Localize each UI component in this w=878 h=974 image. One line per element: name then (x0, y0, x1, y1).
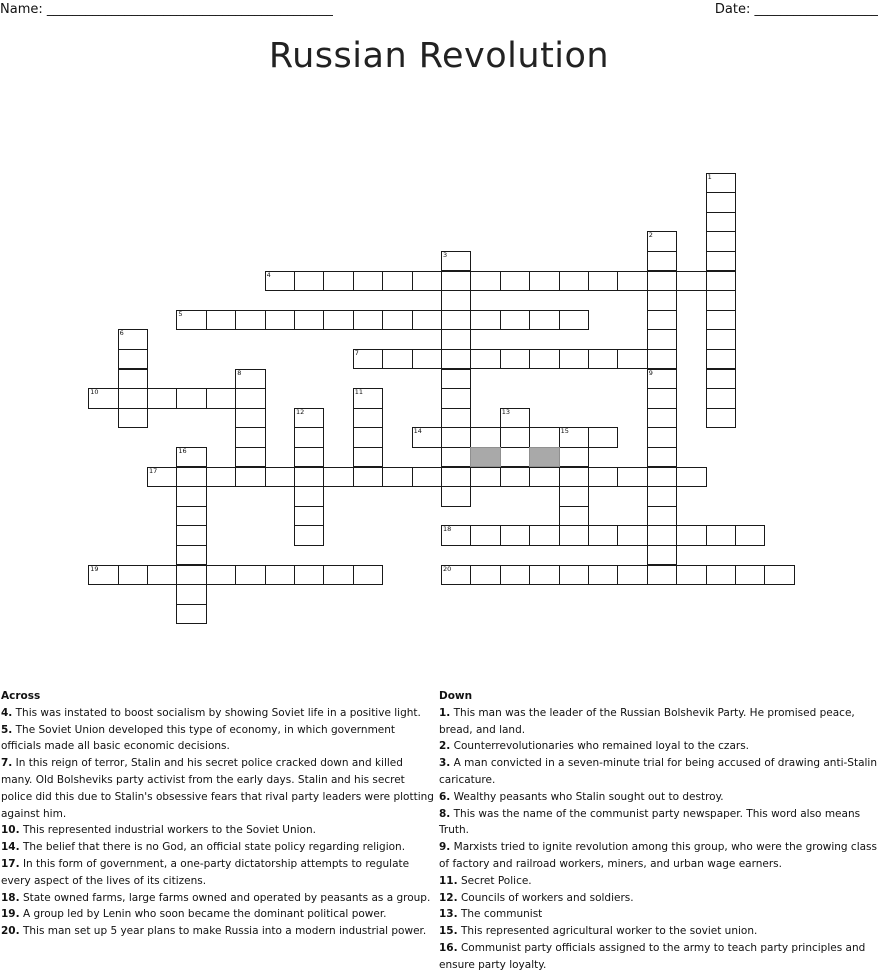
down-clue (439, 806, 877, 840)
grid-cell[interactable] (706, 271, 736, 292)
grid-cell[interactable] (559, 565, 589, 586)
clue-text: Wealthy peasants who Stalin sought out to destroy. (454, 791, 724, 803)
grid-cell[interactable] (176, 545, 206, 566)
grid-cell[interactable] (559, 447, 589, 468)
clue-text: In this form of government, a one-party dictatorship attempts to regulate every aspect of the lives of its citizens. (1, 858, 409, 887)
grid-cell[interactable] (529, 565, 559, 586)
clue-text: In this reign of terror, Stalin and his secret police cracked down and killed many. Old Bolsheviks party activist from the early days. Stalin and his secret police did this due to Stalin's obsessive fears that rival party leaders were plotting against him. (1, 757, 434, 819)
grid-cell[interactable] (617, 271, 647, 292)
grid-cell[interactable] (441, 525, 471, 546)
cell-number: 17 (149, 468, 157, 475)
grid-cell[interactable] (176, 525, 206, 546)
clue-number: 16. (439, 942, 458, 954)
clue-text: Councils of workers and soldiers. (461, 892, 634, 904)
down-clue (439, 940, 877, 974)
grid-cell[interactable] (441, 486, 471, 507)
grid-cell[interactable] (559, 310, 589, 331)
cell-number: 11 (355, 389, 363, 396)
grid-cell[interactable] (206, 467, 236, 488)
across-clue (1, 822, 437, 839)
grid-cell[interactable] (176, 388, 206, 409)
grid-cell[interactable] (294, 447, 324, 468)
cell-number: 16 (178, 448, 186, 455)
grid-cell[interactable] (617, 349, 647, 370)
grid-cell[interactable] (588, 427, 618, 448)
grid-cell[interactable] (147, 388, 177, 409)
grid-cell[interactable] (706, 408, 736, 429)
cell-number: 7 (355, 350, 359, 357)
grid-cell[interactable] (529, 525, 559, 546)
grid-cell[interactable] (441, 565, 471, 586)
grid-cell[interactable] (617, 565, 647, 586)
grid-cell[interactable] (529, 271, 559, 292)
grid-cell[interactable] (617, 525, 647, 546)
grid-cell[interactable] (676, 565, 706, 586)
grid-cell[interactable] (353, 349, 383, 370)
grid-cell[interactable] (500, 525, 530, 546)
grid-cell[interactable] (265, 565, 295, 586)
grid-cell[interactable] (294, 486, 324, 507)
clue-text: Communist party officials assigned to the army to teach party principles and ensure party loyalty. (439, 942, 865, 971)
clue-text: This represented agricultural worker to the soviet union. (461, 925, 757, 937)
grid-cell[interactable] (647, 486, 677, 507)
grid-cell[interactable] (647, 545, 677, 566)
grid-cell[interactable] (706, 290, 736, 311)
clue-text: The belief that there is no God, an official state policy regarding religion. (23, 841, 405, 853)
grid-cell[interactable] (441, 271, 471, 292)
clue-number: 4. (1, 707, 12, 719)
grid-cell[interactable] (559, 467, 589, 488)
grid-cell[interactable] (588, 349, 618, 370)
clue-number: 18. (1, 892, 20, 904)
cell-number: 9 (649, 370, 653, 377)
date-label: Date: (715, 2, 750, 17)
grid-cell[interactable] (265, 271, 295, 292)
grid-cell[interactable] (588, 467, 618, 488)
cell-number: 10 (90, 389, 98, 396)
date-line: ___________________ (755, 2, 878, 17)
grid-cell[interactable] (706, 525, 736, 546)
grid-cell[interactable] (441, 447, 471, 468)
cell-number: 5 (178, 311, 182, 318)
grid-cell[interactable] (647, 565, 677, 586)
grid-cell[interactable] (294, 467, 324, 488)
cell-number: 20 (443, 566, 451, 573)
down-clue (439, 873, 877, 890)
grid-cell[interactable] (118, 329, 148, 350)
grid-cell[interactable] (118, 349, 148, 370)
grid-cell[interactable] (647, 310, 677, 331)
grid-cell[interactable] (176, 310, 206, 331)
grid-cell[interactable] (147, 565, 177, 586)
down-clues (439, 688, 877, 974)
grid-cell[interactable] (735, 525, 765, 546)
clue-number: 8. (439, 808, 450, 820)
clue-number: 2. (439, 740, 450, 752)
cell-number: 1 (708, 174, 712, 181)
grid-cell[interactable] (470, 271, 500, 292)
grid-cell[interactable] (647, 369, 677, 390)
cell-number: 15 (561, 428, 569, 435)
grid-cell[interactable] (706, 310, 736, 331)
puzzle-title: Russian Revolution (0, 36, 878, 76)
grid-cell[interactable] (647, 329, 677, 350)
cell-number: 14 (414, 428, 422, 435)
grid-cell[interactable] (706, 231, 736, 252)
grid-cell[interactable] (353, 388, 383, 409)
name-label: Name: (0, 2, 43, 17)
clue-number: 19. (1, 908, 20, 920)
clue-number: 17. (1, 858, 20, 870)
down-clue (439, 705, 877, 739)
grid-cell[interactable] (294, 271, 324, 292)
grid-cell[interactable] (500, 310, 530, 331)
down-clue (439, 839, 877, 873)
clue-text: State owned farms, large farms owned and operated by peasants as a group. (23, 892, 430, 904)
grid-cell[interactable] (676, 525, 706, 546)
grid-cell[interactable] (441, 427, 471, 448)
grid-cell[interactable] (206, 310, 236, 331)
cell-number: 3 (443, 252, 447, 259)
shaded-cell (470, 447, 500, 468)
cell-number: 18 (443, 526, 451, 533)
grid-cell[interactable] (294, 310, 324, 331)
grid-cell[interactable] (500, 427, 530, 448)
grid-cell[interactable] (176, 565, 206, 586)
grid-cell[interactable] (559, 525, 589, 546)
clue-number: 7. (1, 757, 12, 769)
grid-cell[interactable] (470, 310, 500, 331)
grid-cell[interactable] (412, 427, 442, 448)
down-heading: Down (439, 688, 877, 705)
grid-cell[interactable] (647, 525, 677, 546)
grid-cell[interactable] (441, 467, 471, 488)
grid-cell[interactable] (294, 427, 324, 448)
grid-cell[interactable] (353, 408, 383, 429)
grid-cell[interactable] (647, 251, 677, 272)
grid-cell[interactable] (235, 467, 265, 488)
down-clue (439, 738, 877, 755)
grid-cell[interactable] (294, 565, 324, 586)
grid-cell[interactable] (647, 408, 677, 429)
clue-number: 1. (439, 707, 450, 719)
clue-number: 10. (1, 824, 20, 836)
grid-cell[interactable] (676, 467, 706, 488)
clue-text: This was the name of the communist party newspaper. This word also means Truth. (439, 808, 860, 837)
clue-number: 14. (1, 841, 20, 853)
grid-cell[interactable] (441, 408, 471, 429)
clue-text: Secret Police. (461, 875, 532, 887)
grid-cell[interactable] (235, 447, 265, 468)
grid-cell[interactable] (470, 427, 500, 448)
grid-cell[interactable] (706, 192, 736, 213)
clue-text: This was instated to boost socialism by showing Soviet life in a positive light. (16, 707, 421, 719)
grid-cell[interactable] (265, 310, 295, 331)
grid-cell[interactable] (529, 467, 559, 488)
grid-cell[interactable] (559, 349, 589, 370)
cell-number: 19 (90, 566, 98, 573)
grid-cell[interactable] (529, 427, 559, 448)
across-clue (1, 856, 437, 890)
clue-number: 20. (1, 925, 20, 937)
grid-cell[interactable] (118, 565, 148, 586)
grid-cell[interactable] (294, 525, 324, 546)
cell-number: 8 (237, 370, 241, 377)
grid-cell[interactable] (559, 486, 589, 507)
grid-cell[interactable] (118, 369, 148, 390)
clue-number: 3. (439, 757, 450, 769)
grid-cell[interactable] (500, 447, 530, 468)
grid-cell[interactable] (382, 467, 412, 488)
grid-cell[interactable] (706, 173, 736, 194)
grid-cell[interactable] (353, 271, 383, 292)
grid-cell[interactable] (647, 467, 677, 488)
grid-cell[interactable] (176, 447, 206, 468)
grid-cell[interactable] (647, 388, 677, 409)
grid-cell[interactable] (647, 290, 677, 311)
grid-cell[interactable] (647, 427, 677, 448)
grid-cell[interactable] (441, 329, 471, 350)
shaded-cell (529, 447, 559, 468)
grid-cell[interactable] (559, 427, 589, 448)
grid-cell[interactable] (88, 388, 118, 409)
grid-cell[interactable] (470, 565, 500, 586)
grid-cell[interactable] (441, 310, 471, 331)
across-clue (1, 890, 437, 907)
grid-cell[interactable] (118, 388, 148, 409)
grid-cell[interactable] (706, 369, 736, 390)
grid-cell[interactable] (176, 486, 206, 507)
grid-cell[interactable] (470, 467, 500, 488)
grid-cell[interactable] (382, 310, 412, 331)
down-clue (439, 789, 877, 806)
clue-number: 5. (1, 724, 12, 736)
grid-cell[interactable] (265, 467, 295, 488)
across-clue (1, 839, 437, 856)
grid-cell[interactable] (647, 447, 677, 468)
clue-text: The Soviet Union developed this type of economy, in which government officials made all basic economic decisions. (1, 724, 395, 753)
grid-cell[interactable] (176, 506, 206, 527)
grid-cell[interactable] (500, 467, 530, 488)
clue-text: The communist (461, 908, 542, 920)
grid-cell[interactable] (676, 271, 706, 292)
clue-text: This represented industrial workers to the Soviet Union. (23, 824, 316, 836)
grid-cell[interactable] (118, 408, 148, 429)
grid-cell[interactable] (441, 251, 471, 272)
clue-number: 13. (439, 908, 458, 920)
down-clue (439, 906, 877, 923)
grid-cell[interactable] (176, 604, 206, 625)
grid-cell[interactable] (500, 349, 530, 370)
clue-text: This man was the leader of the Russian Bolshevik Party. He promised peace, bread, and land. (439, 707, 855, 736)
grid-cell[interactable] (647, 349, 677, 370)
grid-cell[interactable] (353, 310, 383, 331)
grid-cell[interactable] (500, 408, 530, 429)
clue-number: 11. (439, 875, 458, 887)
grid-cell[interactable] (441, 290, 471, 311)
grid-cell[interactable] (500, 271, 530, 292)
grid-cell[interactable] (147, 467, 177, 488)
grid-cell[interactable] (412, 271, 442, 292)
grid-cell[interactable] (176, 584, 206, 605)
grid-cell[interactable] (412, 467, 442, 488)
grid-cell[interactable] (735, 565, 765, 586)
grid-cell[interactable] (176, 467, 206, 488)
grid-cell[interactable] (353, 427, 383, 448)
clue-text: Counterrevolutionaries who remained loyal to the czars. (454, 740, 749, 752)
cell-number: 12 (296, 409, 304, 416)
grid-cell[interactable] (294, 408, 324, 429)
clue-text: A group led by Lenin who soon became the dominant political power. (23, 908, 387, 920)
grid-cell[interactable] (706, 329, 736, 350)
across-clue (1, 923, 437, 940)
grid-cell[interactable] (323, 467, 353, 488)
down-clue (439, 755, 877, 789)
grid-cell[interactable] (88, 565, 118, 586)
grid-cell[interactable] (500, 565, 530, 586)
clue-number: 6. (439, 791, 450, 803)
across-clues (1, 688, 437, 940)
grid-cell[interactable] (647, 231, 677, 252)
grid-cell[interactable] (559, 271, 589, 292)
cell-number: 4 (267, 272, 271, 279)
grid-cell[interactable] (588, 565, 618, 586)
across-clue (1, 722, 437, 756)
clue-number: 9. (439, 841, 450, 853)
grid-cell[interactable] (235, 310, 265, 331)
grid-cell[interactable] (412, 310, 442, 331)
grid-cell[interactable] (706, 565, 736, 586)
grid-cell[interactable] (235, 408, 265, 429)
grid-cell[interactable] (706, 388, 736, 409)
clue-number: 12. (439, 892, 458, 904)
grid-cell[interactable] (470, 525, 500, 546)
across-clue (1, 755, 437, 822)
clue-number: 15. (439, 925, 458, 937)
grid-cell[interactable] (206, 388, 236, 409)
clue-text: A man convicted in a seven-minute trial for being accused of drawing anti-Stalin caricature. (439, 757, 877, 786)
grid-cell[interactable] (706, 251, 736, 272)
grid-cell[interactable] (412, 349, 442, 370)
grid-cell[interactable] (382, 349, 412, 370)
grid-cell[interactable] (235, 388, 265, 409)
across-clue (1, 705, 437, 722)
grid-cell[interactable] (647, 506, 677, 527)
grid-cell[interactable] (353, 467, 383, 488)
grid-cell[interactable] (588, 525, 618, 546)
cell-number: 2 (649, 232, 653, 239)
grid-cell[interactable] (323, 271, 353, 292)
grid-cell[interactable] (647, 271, 677, 292)
grid-cell[interactable] (353, 447, 383, 468)
grid-cell[interactable] (323, 565, 353, 586)
grid-cell[interactable] (764, 565, 794, 586)
clue-text: Marxists tried to ignite revolution among this group, who were the growing class of factory and railroad workers, miners, and urban wage earners. (439, 841, 877, 870)
cell-number: 6 (120, 330, 124, 337)
grid-cell[interactable] (559, 506, 589, 527)
grid-cell[interactable] (706, 212, 736, 233)
grid-cell[interactable] (529, 349, 559, 370)
grid-cell[interactable] (470, 349, 500, 370)
grid-cell[interactable] (441, 388, 471, 409)
grid-cell[interactable] (353, 565, 383, 586)
grid-cell[interactable] (706, 349, 736, 370)
grid-cell[interactable] (235, 369, 265, 390)
grid-cell[interactable] (323, 310, 353, 331)
grid-cell[interactable] (617, 467, 647, 488)
name-line: ____________________________________________ (47, 2, 333, 17)
grid-cell[interactable] (382, 271, 412, 292)
cell-number: 13 (502, 409, 510, 416)
across-heading: Across (1, 688, 437, 705)
across-clue (1, 906, 437, 923)
grid-cell[interactable] (294, 506, 324, 527)
grid-cell[interactable] (588, 271, 618, 292)
grid-cell[interactable] (441, 369, 471, 390)
grid-cell[interactable] (235, 427, 265, 448)
down-clue (439, 923, 877, 940)
grid-cell[interactable] (441, 349, 471, 370)
grid-cell[interactable] (206, 565, 236, 586)
grid-cell[interactable] (529, 310, 559, 331)
grid-cell[interactable] (235, 565, 265, 586)
clue-text: This man set up 5 year plans to make Russia into a modern industrial power. (23, 925, 426, 937)
down-clue (439, 890, 877, 907)
